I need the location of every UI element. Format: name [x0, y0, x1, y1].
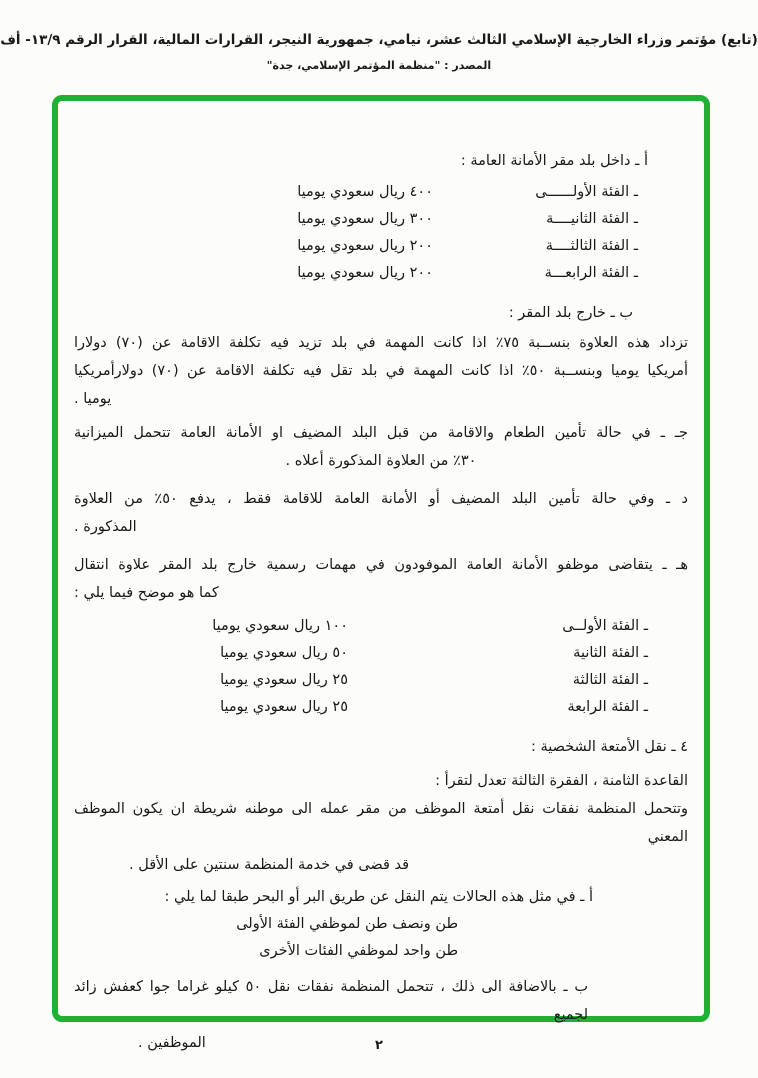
- fee-category: ـ الفئة الرابعة: [567, 699, 648, 715]
- paragraph-line: أمريكيا يوميا وبنســبة ٥٠٪ اذا كانت المهمة في بلد تقل فيه تكلفة الاقامة عن (٧٠) دولارأمريكيا: [74, 363, 688, 379]
- fee-category: ـ الفئة الأولــى: [562, 618, 648, 634]
- page-number: ٢: [375, 1038, 383, 1053]
- fee-row: [74, 667, 688, 694]
- section-b-heading: ب ـ خارج بلد المقر :: [508, 305, 633, 321]
- fee-row: [74, 640, 688, 667]
- fee-category: ـ الفئة الثانيــــة: [546, 211, 638, 227]
- fee-amount: ١٠٠ ريال سعودي يوميا: [212, 618, 348, 634]
- section-a-heading: أ ـ داخل بلد مقر الأمانة العامة :: [460, 153, 648, 169]
- fee-amount: ٢٥ ريال سعودي يوميا: [220, 699, 348, 715]
- fee-table-inside-hq: [74, 179, 688, 287]
- fee-table-travel-allowance: [74, 613, 688, 721]
- paragraph-line: ب ـ بالاضافة الى ذلك ، تتحمل المنظمة نفقات نقل ٥٠ كيلو غراما جوا كعفش زائد لجميع: [74, 979, 588, 1023]
- section-4-heading: ٤ ـ نقل الأمتعة الشخصية :: [530, 739, 688, 755]
- fee-category: ـ الفئة الأولــــــى: [535, 184, 638, 200]
- fee-amount: ٤٠٠ ريال سعودي يوميا: [297, 184, 433, 200]
- paragraph-c: [74, 419, 688, 475]
- fee-row: [74, 260, 688, 287]
- fee-amount: ٣٠٠ ريال سعودي يوميا: [297, 211, 433, 227]
- fee-amount: ٢٠٠ ريال سعودي يوميا: [297, 238, 433, 254]
- document-header: [0, 30, 758, 72]
- paragraph-line: ٣٠٪ من العلاوة المذكورة أعلاه .: [285, 453, 477, 469]
- fee-category: ـ الفئة الثالثــــة: [545, 238, 638, 254]
- paragraph-line: د ـ وفي حالة تأمين البلد المضيف أو الأمانة العامة للاقامة فقط ، يدفع ٥٠٪ من العلاوة: [74, 491, 689, 507]
- paragraph-line: هـ ـ يتقاضى موظفو الأمانة العامة الموفودون في مهمات رسمية خارج بلد المقر علاوة انتقال: [74, 557, 688, 573]
- fee-amount: ٢٠٠ ريال سعودي يوميا: [297, 265, 433, 281]
- fee-category: ـ الفئة الثانية: [573, 645, 648, 661]
- header-title-line: (تابع) مؤتمر وزراء الخارجية الإسلامي الثالث عشر، نيامي، جمهورية النيجر، القرارات المالية، القرار الرقم ١٣/٩- أف: [0, 32, 758, 48]
- paragraph-line: الموظفين .: [138, 1035, 206, 1051]
- paragraph-line: قد قضى في خدمة المنظمة سنتين على الأقل .: [129, 857, 410, 873]
- paragraph-line: يوميا .: [74, 391, 112, 407]
- paragraph-line: كما هو موضح فيما يلي :: [74, 585, 219, 601]
- header-source-line: المصدر : "منظمة المؤتمر الإسلامي، جدة": [266, 59, 492, 72]
- fee-row: [74, 233, 688, 260]
- paragraph-line: جـ ـ في حالة تأمين الطعام والاقامة من قبل البلد المضيف او الأمانة العامة تتحمل الميزانية: [74, 425, 688, 441]
- fee-amount: ٥٠ ريال سعودي يوميا: [220, 645, 348, 661]
- paragraph-line: المذكورة .: [74, 519, 137, 535]
- paragraph-e: [74, 551, 688, 607]
- fee-row: [74, 179, 688, 206]
- fee-amount: ٢٥ ريال سعودي يوميا: [220, 672, 348, 688]
- tonnage-line: طن واحد لموظفي الفئات الأخرى: [259, 943, 458, 959]
- fee-category: ـ الفئة الرابعـــة: [544, 265, 638, 281]
- fee-category: ـ الفئة الثالثة: [572, 672, 648, 688]
- rule-intro-line: القاعدة الثامنة ، الفقرة الثالثة تعدل لتقرأ :: [435, 773, 688, 789]
- rule-paragraph: [74, 795, 688, 879]
- document-body: [58, 101, 704, 1051]
- sub-item-a-line: أ ـ في مثل هذه الحالات يتم النقل عن طريق البر أو البحر طبقا لما يلي :: [164, 889, 593, 905]
- fee-row: [74, 694, 688, 721]
- paragraph-line: تزداد هذه العلاوة بنســبة ٧٥٪ اذا كانت المهمة في بلد تزيد فيه تكلفة الاقامة عن (٧٠) دولارا: [74, 335, 688, 351]
- paragraph-b: [74, 329, 688, 413]
- fee-row: [74, 613, 688, 640]
- tonnage-line: طن ونصف طن لموظفي الفئة الأولى: [236, 916, 458, 932]
- paragraph-d: [74, 485, 688, 541]
- paragraph-line: وتتحمل المنظمة نفقات نقل أمتعة الموظف من مقر عمله الى موطنه شريطة ان يكون الموظف المعني: [74, 801, 688, 845]
- fee-row: [74, 206, 688, 233]
